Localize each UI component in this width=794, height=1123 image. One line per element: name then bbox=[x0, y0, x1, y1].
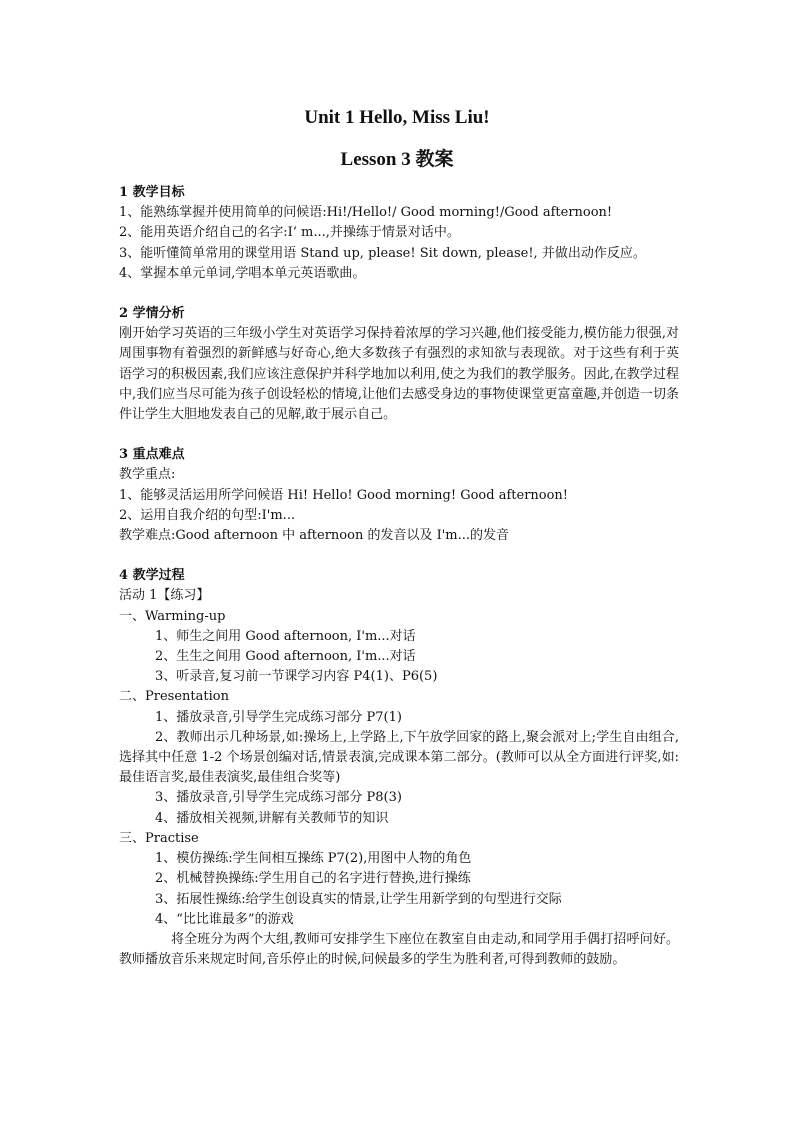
practise-item: 1、模仿操练:学生间相互操练 P7(2),用图中人物的角色 bbox=[155, 851, 472, 867]
key-point-item: 2、运用自我介绍的句型:I'm... bbox=[119, 507, 296, 523]
section-heading-key-points: 3 重点难点 bbox=[119, 447, 185, 463]
warmup-item: 1、师生之间用 Good afternoon, I'm...对话 bbox=[155, 628, 416, 644]
key-point-item: 1、能够灵活运用所学问候语 Hi! Hello! Good morning! Good afternoon! bbox=[119, 487, 569, 503]
presentation-item: 4、播放相关视频,讲解有关教师节的知识 bbox=[155, 810, 389, 826]
warmup-item: 3、听录音,复习前一节课学习内容 P4(1)、P6(5) bbox=[155, 669, 438, 685]
presentation-item: 3、播放录音,引导学生完成练习部分 P8(3) bbox=[155, 790, 402, 806]
part-label-presentation: 二、Presentation bbox=[119, 689, 229, 705]
document-subtitle: Lesson 3 教案 bbox=[340, 149, 454, 170]
objective-item: 3、能听懂简单常用的课堂用语 Stand up, please! Sit down, please!, 并做出动作反应。 bbox=[119, 245, 646, 261]
game-description: 将全班分为两个大组,教师可安排学生下座位在教室自由走动,和同学用手偶打招呼问好。教师播放音乐来规定时间,音乐停止的时候,问候最多的学生为胜利者,可得到教师的鼓励。 bbox=[119, 931, 679, 968]
document-body bbox=[119, 183, 679, 970]
activity-label: 活动 1【练习】 bbox=[119, 588, 210, 604]
analysis-paragraph: 刚开始学习英语的三年级小学生对英语学习保持着浓厚的学习兴趣,他们接受能力,模仿能力很强,对周围事物有着强烈的新鲜感与好奇心,绝大多数孩子有强烈的求知欲与表现欲。对于这些有利于英语学习的积极因素,我们应该注意保护并科学地加以利用,使之为我们的教学服务。因此,在教学过程中,我们应当尽可能为孩子创设轻松的情境,让他们去感受身边的事物使课堂更富童趣,并创造一切条件让学生大胆地发表自己的见解,敢于展示自己。 bbox=[119, 326, 679, 423]
part-label-warmup: 一、Warming-up bbox=[119, 608, 226, 624]
practise-item: 3、拓展性操练:给学生创设真实的情景,让学生用新学到的句型进行交际 bbox=[155, 891, 562, 907]
objective-item: 4、掌握本单元单词,学唱本单元英语歌曲。 bbox=[119, 265, 366, 281]
key-points-label: 教学重点: bbox=[119, 467, 176, 483]
section-heading-objectives: 1 教学目标 bbox=[119, 185, 185, 200]
objective-item: 1、能熟练掌握并使用简单的问候语:Hi!/Hello!/ Good morning!/Good afternoon! bbox=[119, 205, 613, 221]
document-title: Unit 1 Hello, Miss Liu! bbox=[304, 107, 490, 128]
practise-item: 4、“比比谁最多”的游戏 bbox=[155, 911, 294, 927]
section-heading-analysis: 2 学情分析 bbox=[119, 306, 185, 322]
practise-item: 2、机械替换操练:学生用自己的名字进行替换,进行操练 bbox=[155, 871, 471, 887]
part-label-practise: 三、Practise bbox=[119, 830, 199, 846]
objective-item: 2、能用英语介绍自己的名字:I‘ m...,并操练于情景对话中。 bbox=[119, 225, 460, 241]
section-heading-process: 4 教学过程 bbox=[119, 568, 185, 584]
presentation-item: 2、教师出示几种场景,如:操场上,上学路上,下午放学回家的路上,聚会派对上;学生自由组合,选择其中任意 1-2 个场景创编对话,情景表演,完成课本第二部分。(教师可以从全方面进行评奖,如:最佳语言奖,最佳表演奖,最佳组合奖等) bbox=[119, 729, 679, 786]
presentation-item: 1、播放录音,引导学生完成练习部分 P7(1) bbox=[155, 709, 402, 725]
warmup-item: 2、生生之间用 Good afternoon, I'm...对话 bbox=[155, 649, 416, 665]
difficulty-line: 教学难点:Good afternoon 中 afternoon 的发音以及 I'm...的发音 bbox=[119, 528, 510, 544]
